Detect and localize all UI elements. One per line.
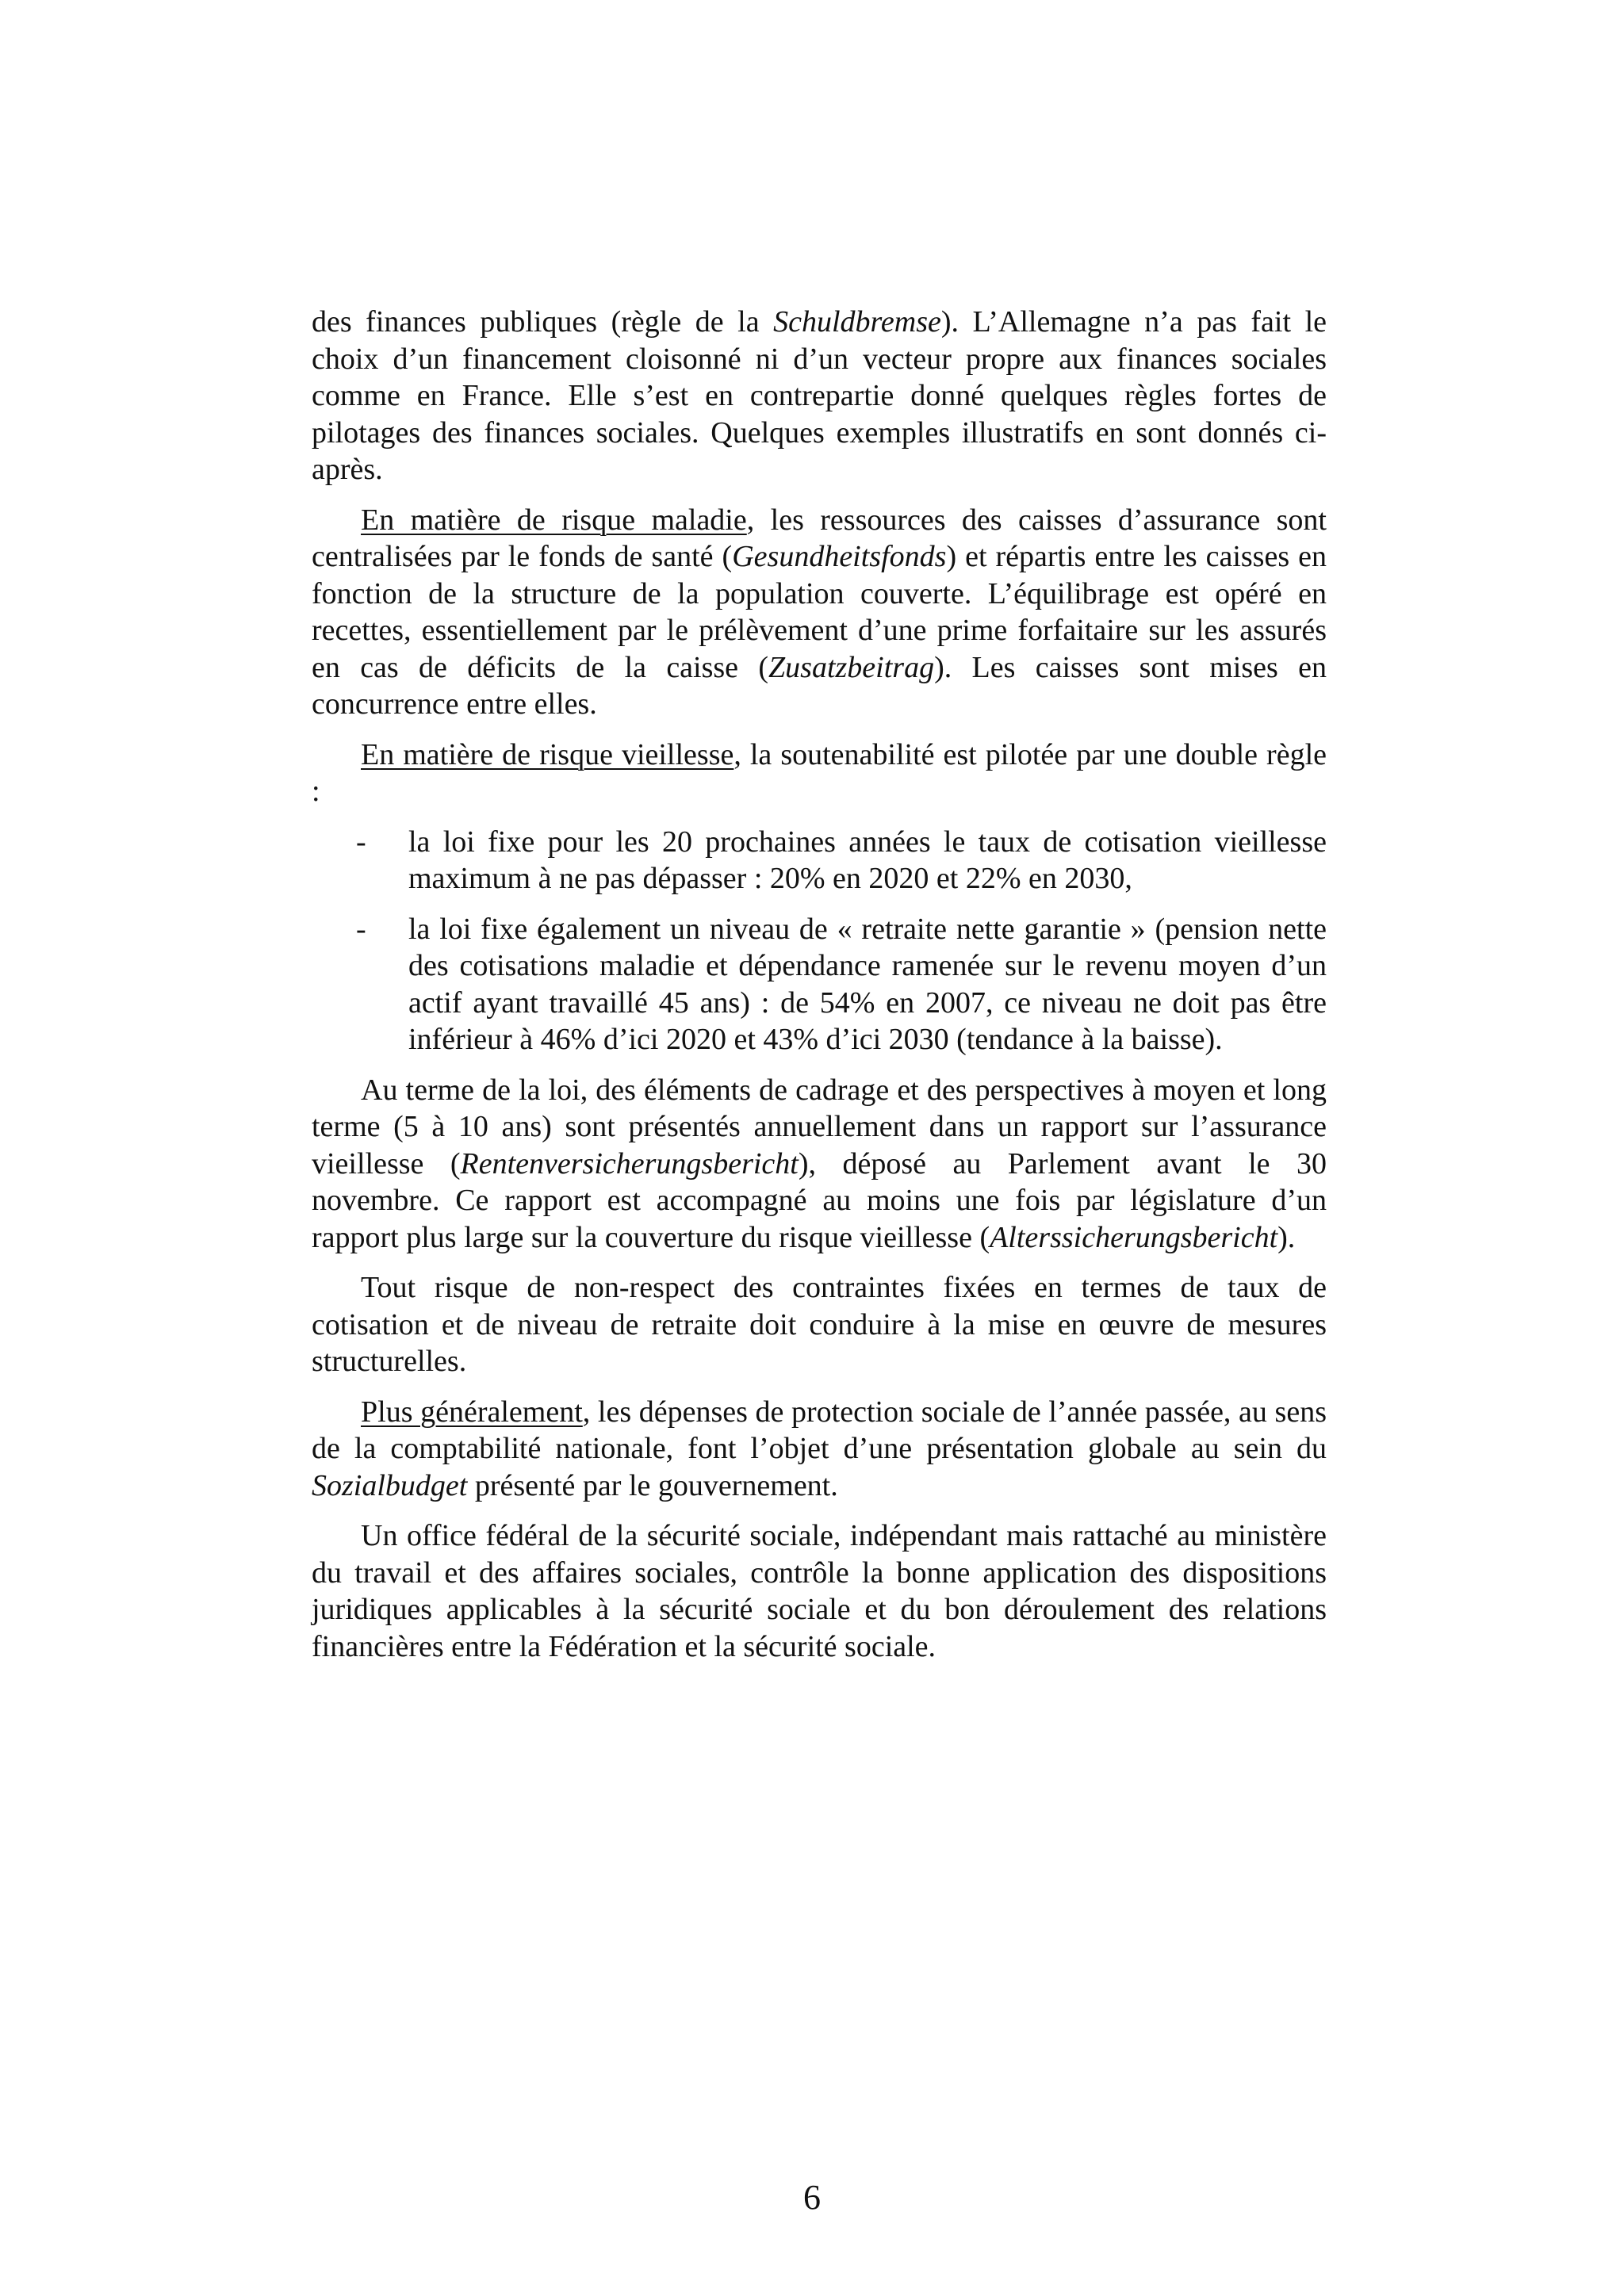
dash-bullet: - [356,912,366,946]
italic-term: Schuldbremse [773,305,941,339]
italic-term: Rentenversicherungsbericht [460,1146,799,1181]
paragraph-mesures-structurelles: Tout risque de non-respect des contraintes fixées en termes de taux de cotisation et de niveau de retraite doit conduire à la mise en œuvre de mesures structurelles. [312,1271,1327,1378]
text-run: ). Les caisses sont mises en concurrence entre elles. [312,650,1327,721]
document-body [312,304,1327,1678]
italic-term: Zusatzbeitrag [768,650,935,684]
paragraph-risque-maladie [312,502,1327,723]
text-run: , la soutenabilité est pilotée par une double règle : [312,737,1327,808]
text-run: des finances publiques (règle de la [312,305,774,339]
list-item [312,824,1327,897]
text-run: Au terme de la loi, des éléments de cadrage et des perspectives à moyen et long terme (5 à 10 ans) sont présentés annuellement dans un rapport sur l’assurance vieillesse ( [312,1073,1327,1181]
rule-list [312,824,1327,1058]
list-item-text: la loi fixe également un niveau de « retraite nette garantie » (pension nette des cotisations maladie et dépendance ramenée sur le revenu moyen d’un actif ayant travaillé 45 ans) : de 54% en 2007, ce niveau ne doit pas être inférieur à 46% d’ici 2020 et 43% d’ici 2030 (tendance à la baisse). [408,912,1327,1056]
list-item [312,911,1327,1058]
list-item-text: la loi fixe pour les 20 prochaines années le taux de cotisation vieillesse maximum à ne pas dépasser : 20% en 2020 et 22% en 2030, [408,825,1327,895]
text-run: ), déposé au Parlement avant le 30 novembre. Ce rapport est accompagné au moins une fois par législature d’un rapport plus large sur la couverture du risque vieillesse ( [312,1146,1327,1254]
italic-term: Gesundheitsfonds [732,540,947,573]
dash-bullet: - [356,825,366,859]
text-run: ) et répartis entre les caisses en fonction de la structure de la population couverte. L’équilibrage est opéré en recettes, essentiellement par le prélèvement d’une prime forfaitaire sur les assurés en cas de déficits de la caisse ( [312,540,1327,684]
text-run: ). L’Allemagne n’a pas fait le choix d’un financement cloisonné ni d’un vecteur propre aux finances sociales comme en France. Elle s’est en contrepartie donné quelques règles fortes de pilotages des finances sociales. Quelques exemples illustratifs en sont donnés ci-après. [312,305,1327,486]
underlined-heading: Plus généralement [361,1395,583,1429]
paragraph-rapport-vieillesse [312,1072,1327,1257]
italic-term: Sozialbudget [312,1468,468,1502]
text-run: , les dépenses de protection sociale de l’année passée, au sens de la comptabilité nationale, font l’objet d’une présentation globale au sein du [312,1395,1327,1465]
italic-term: Alterssicherungsbericht [990,1220,1278,1254]
text-run: ). [1277,1220,1296,1254]
page-number: 6 [803,2178,821,2217]
underlined-heading: En matière de risque vieillesse [361,737,734,771]
paragraph-risque-vieillesse [312,737,1327,810]
paragraph-sozialbudget [312,1394,1327,1505]
paragraph-schuldbremse [312,304,1327,488]
underlined-heading: En matière de risque maladie [361,503,747,537]
text-run: présenté par le gouvernement. [467,1468,838,1502]
text-run: , les ressources des caisses d’assurance sont centralisées par le fonds de santé ( [312,503,1327,573]
paragraph-office-federal: Un office fédéral de la sécurité sociale, indépendant mais rattaché au ministère du travail et des affaires sociales, contrôle la bonne application des dispositions juridiques applicables à la sécurité sociale et du bon déroulement des relations financières entre la Fédération et la sécurité sociale. [312,1519,1327,1663]
